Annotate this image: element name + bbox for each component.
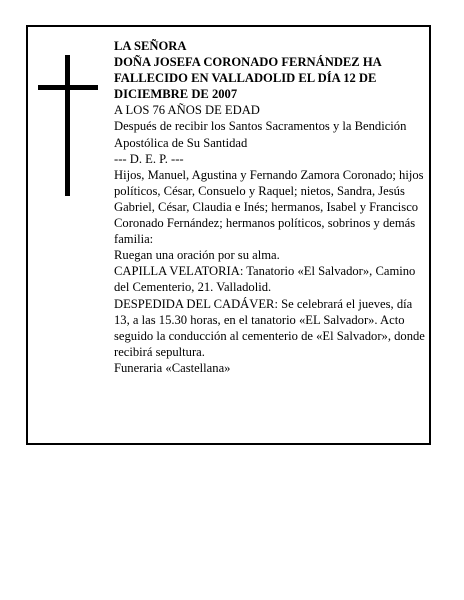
notice-sacraments: Después de recibir los Santos Sacramentos y la Bendición Apostólica de Su Santidad xyxy=(114,119,407,150)
notice-farewell: DESPEDIDA DEL CADÁVER: Se celebrará el jueves, día 13, a las 15.30 horas, en el tanatorio «EL Salvador». Acto seguido la conducción al cementerio de «El Salvador», donde recibirá sepultura. xyxy=(114,296,425,359)
notice-age: A LOS 76 AÑOS DE EDAD xyxy=(114,103,260,118)
notice-title: LA SEÑORA xyxy=(114,39,187,53)
notice-headline: DOÑA JOSEFA CORONADO FERNÁNDEZ HA FALLECIDO EN VALLADOLID EL DÍA 12 DE DICIEMBRE DE 2007 xyxy=(114,55,382,102)
cross-vertical-bar xyxy=(65,55,70,196)
notice-chapel: CAPILLA VELATORIA: Tanatorio «El Salvador», Camino del Cementerio, 21. Valladolid. xyxy=(114,264,416,295)
cross-horizontal-bar xyxy=(38,85,98,90)
notice-family: Hijos, Manuel, Agustina y Fernando Zamora Coronado; hijos políticos, César, Consuelo y Raquel; nietos, Sandra, Jesús Gabriel, César, Claudia e Inés; hermanos, Isabel y Francisco Coronado Fernández; hermanos políticos, sobrinos y demás familia: xyxy=(114,167,424,247)
notice-rip: --- D. E. P. --- xyxy=(114,151,184,166)
notice-funeral-home: Funeraria «Castellana» xyxy=(114,360,231,375)
obituary-text xyxy=(114,38,426,376)
notice-prayer: Ruegan una oración por su alma. xyxy=(114,248,280,263)
